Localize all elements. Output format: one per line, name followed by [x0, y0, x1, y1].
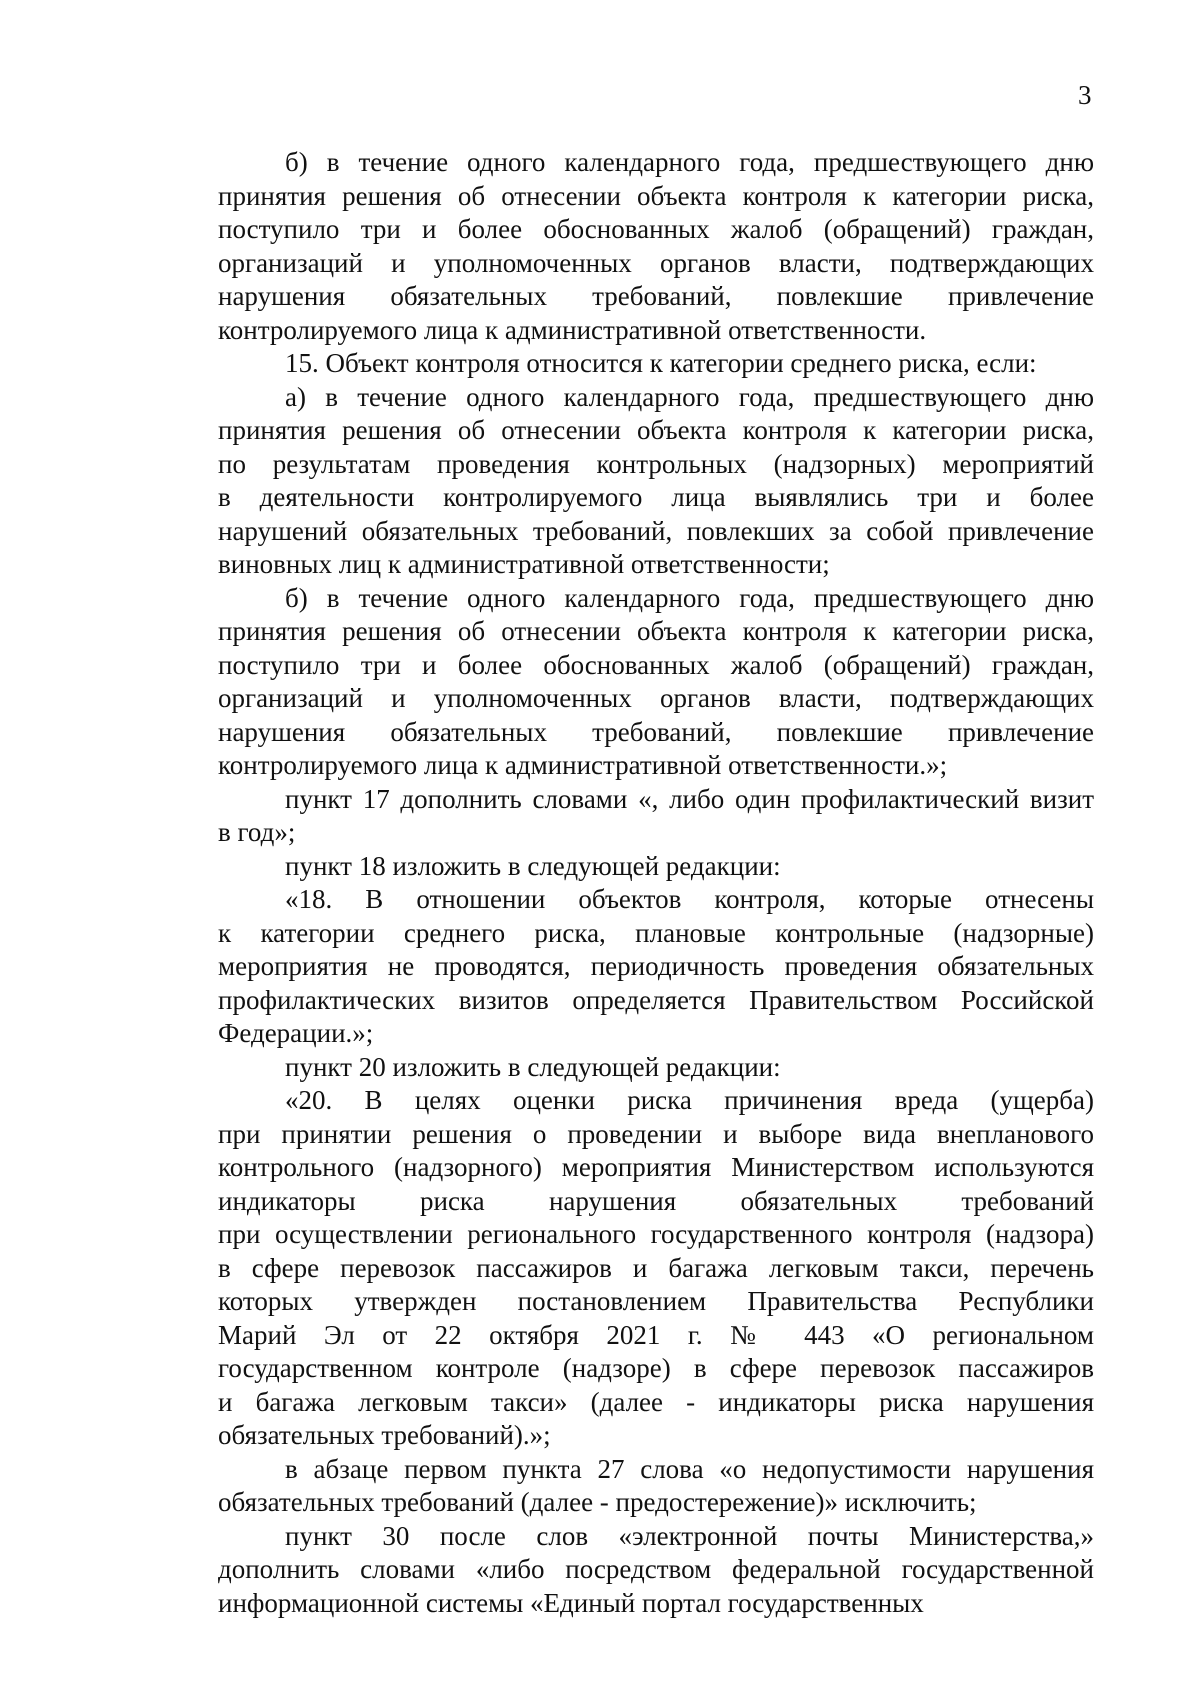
text-line: информационной системы «Единый портал государственных	[218, 1587, 924, 1618]
text-line: Федерации.»;	[218, 1018, 374, 1048]
text-line: нарушения обязательных требований, повлекшие привлечение	[218, 716, 1094, 747]
text-line: «18. В отношении объектов контроля, которые отнесены	[285, 884, 1094, 914]
text-line: поступило три и более обоснованных жалоб (обращений) граждан,	[218, 649, 1094, 680]
text-line: принятия решения об отнесении объекта контроля к категории риска,	[218, 415, 1094, 445]
text-line: при принятии решения о проведении и выборе вида внепланового	[218, 1118, 1094, 1149]
paragraph	[218, 381, 1094, 582]
paragraph	[218, 1453, 1094, 1520]
paragraph	[218, 850, 1094, 884]
text-line: в деятельности контролируемого лица выявлялись три и более	[218, 482, 1094, 512]
text-line: б) в течение одного календарного года, предшествующего дню	[285, 582, 1094, 613]
paragraph	[218, 347, 1094, 381]
text-line: 15. Объект контроля относится к категории среднего риска, если:	[285, 348, 1037, 378]
text-line: пункт 30 после слов «электронной почты Министерства,»	[285, 1520, 1094, 1551]
text-line: а) в течение одного календарного года, предшествующего дню	[285, 381, 1094, 412]
page-number: 3	[1078, 80, 1092, 110]
document-body	[218, 146, 1094, 1620]
text-line: обязательных требований (далее - предостережение)» исключить;	[218, 1487, 977, 1517]
text-line: в год»;	[218, 817, 296, 847]
text-line: к категории среднего риска, плановые контрольные (надзорные)	[218, 917, 1094, 948]
text-line: профилактических визитов определяется Правительством Российской	[218, 984, 1094, 1015]
text-line: нарушения обязательных требований, повлекшие привлечение	[218, 281, 1094, 311]
text-line: организаций и уполномоченных органов власти, подтверждающих	[218, 247, 1094, 278]
text-line: государственном контроле (надзоре) в сфере перевозок пассажиров	[218, 1353, 1094, 1383]
text-line: Марий Эл от 22 октября 2021 г. № 443 «О региональном	[218, 1319, 1094, 1350]
text-line: в сфере перевозок пассажиров и багажа легковым такси, перечень	[218, 1252, 1094, 1283]
text-line: в абзаце первом пункта 27 слова «о недопустимости нарушения	[285, 1453, 1094, 1484]
text-line: дополнить словами «либо посредством федеральной государственной	[218, 1554, 1094, 1584]
text-line: принятия решения об отнесении объекта контроля к категории риска,	[218, 616, 1094, 646]
text-line: пункт 20 изложить в следующей редакции:	[285, 1051, 781, 1082]
text-line: по результатам проведения контрольных (надзорных) мероприятий	[218, 448, 1094, 479]
paragraph	[218, 582, 1094, 783]
text-line: при осуществлении регионального государственного контроля (надзора)	[218, 1219, 1094, 1249]
paragraph	[218, 1520, 1094, 1621]
text-line: мероприятия не проводятся, периодичность проведения обязательных	[218, 951, 1094, 981]
text-line: виновных лиц к административной ответственности;	[218, 549, 830, 579]
text-line: и багажа легковым такси» (далее - индикаторы риска нарушения	[218, 1386, 1094, 1417]
text-line: индикаторы риска нарушения обязательных требований	[218, 1185, 1094, 1216]
text-line: поступило три и более обоснованных жалоб (обращений) граждан,	[218, 214, 1094, 244]
paragraph	[218, 1084, 1094, 1453]
text-line: пункт 17 дополнить словами «, либо один профилактический визит	[285, 783, 1094, 814]
paragraph	[218, 1051, 1094, 1085]
text-line: обязательных требований).»;	[218, 1420, 551, 1450]
text-line: организаций и уполномоченных органов власти, подтверждающих	[218, 683, 1094, 713]
text-line: контролируемого лица к административной ответственности.»;	[218, 750, 948, 780]
paragraph	[218, 783, 1094, 850]
text-line: «20. В целях оценки риска причинения вреда (ущерба)	[285, 1085, 1094, 1115]
text-line: которых утвержден постановлением Правительства Республики	[218, 1286, 1094, 1316]
paragraph	[218, 146, 1094, 347]
text-line: пункт 18 изложить в следующей редакции:	[285, 850, 781, 881]
text-line: контролируемого лица к административной ответственности.	[218, 314, 927, 345]
paragraph	[218, 883, 1094, 1051]
text-line: принятия решения об отнесении объекта контроля к категории риска,	[218, 180, 1094, 211]
text-line: б) в течение одного календарного года, предшествующего дню	[285, 147, 1094, 177]
text-line: контрольного (надзорного) мероприятия Министерством используются	[218, 1152, 1094, 1182]
text-line: нарушений обязательных требований, повлекших за собой привлечение	[218, 515, 1094, 546]
